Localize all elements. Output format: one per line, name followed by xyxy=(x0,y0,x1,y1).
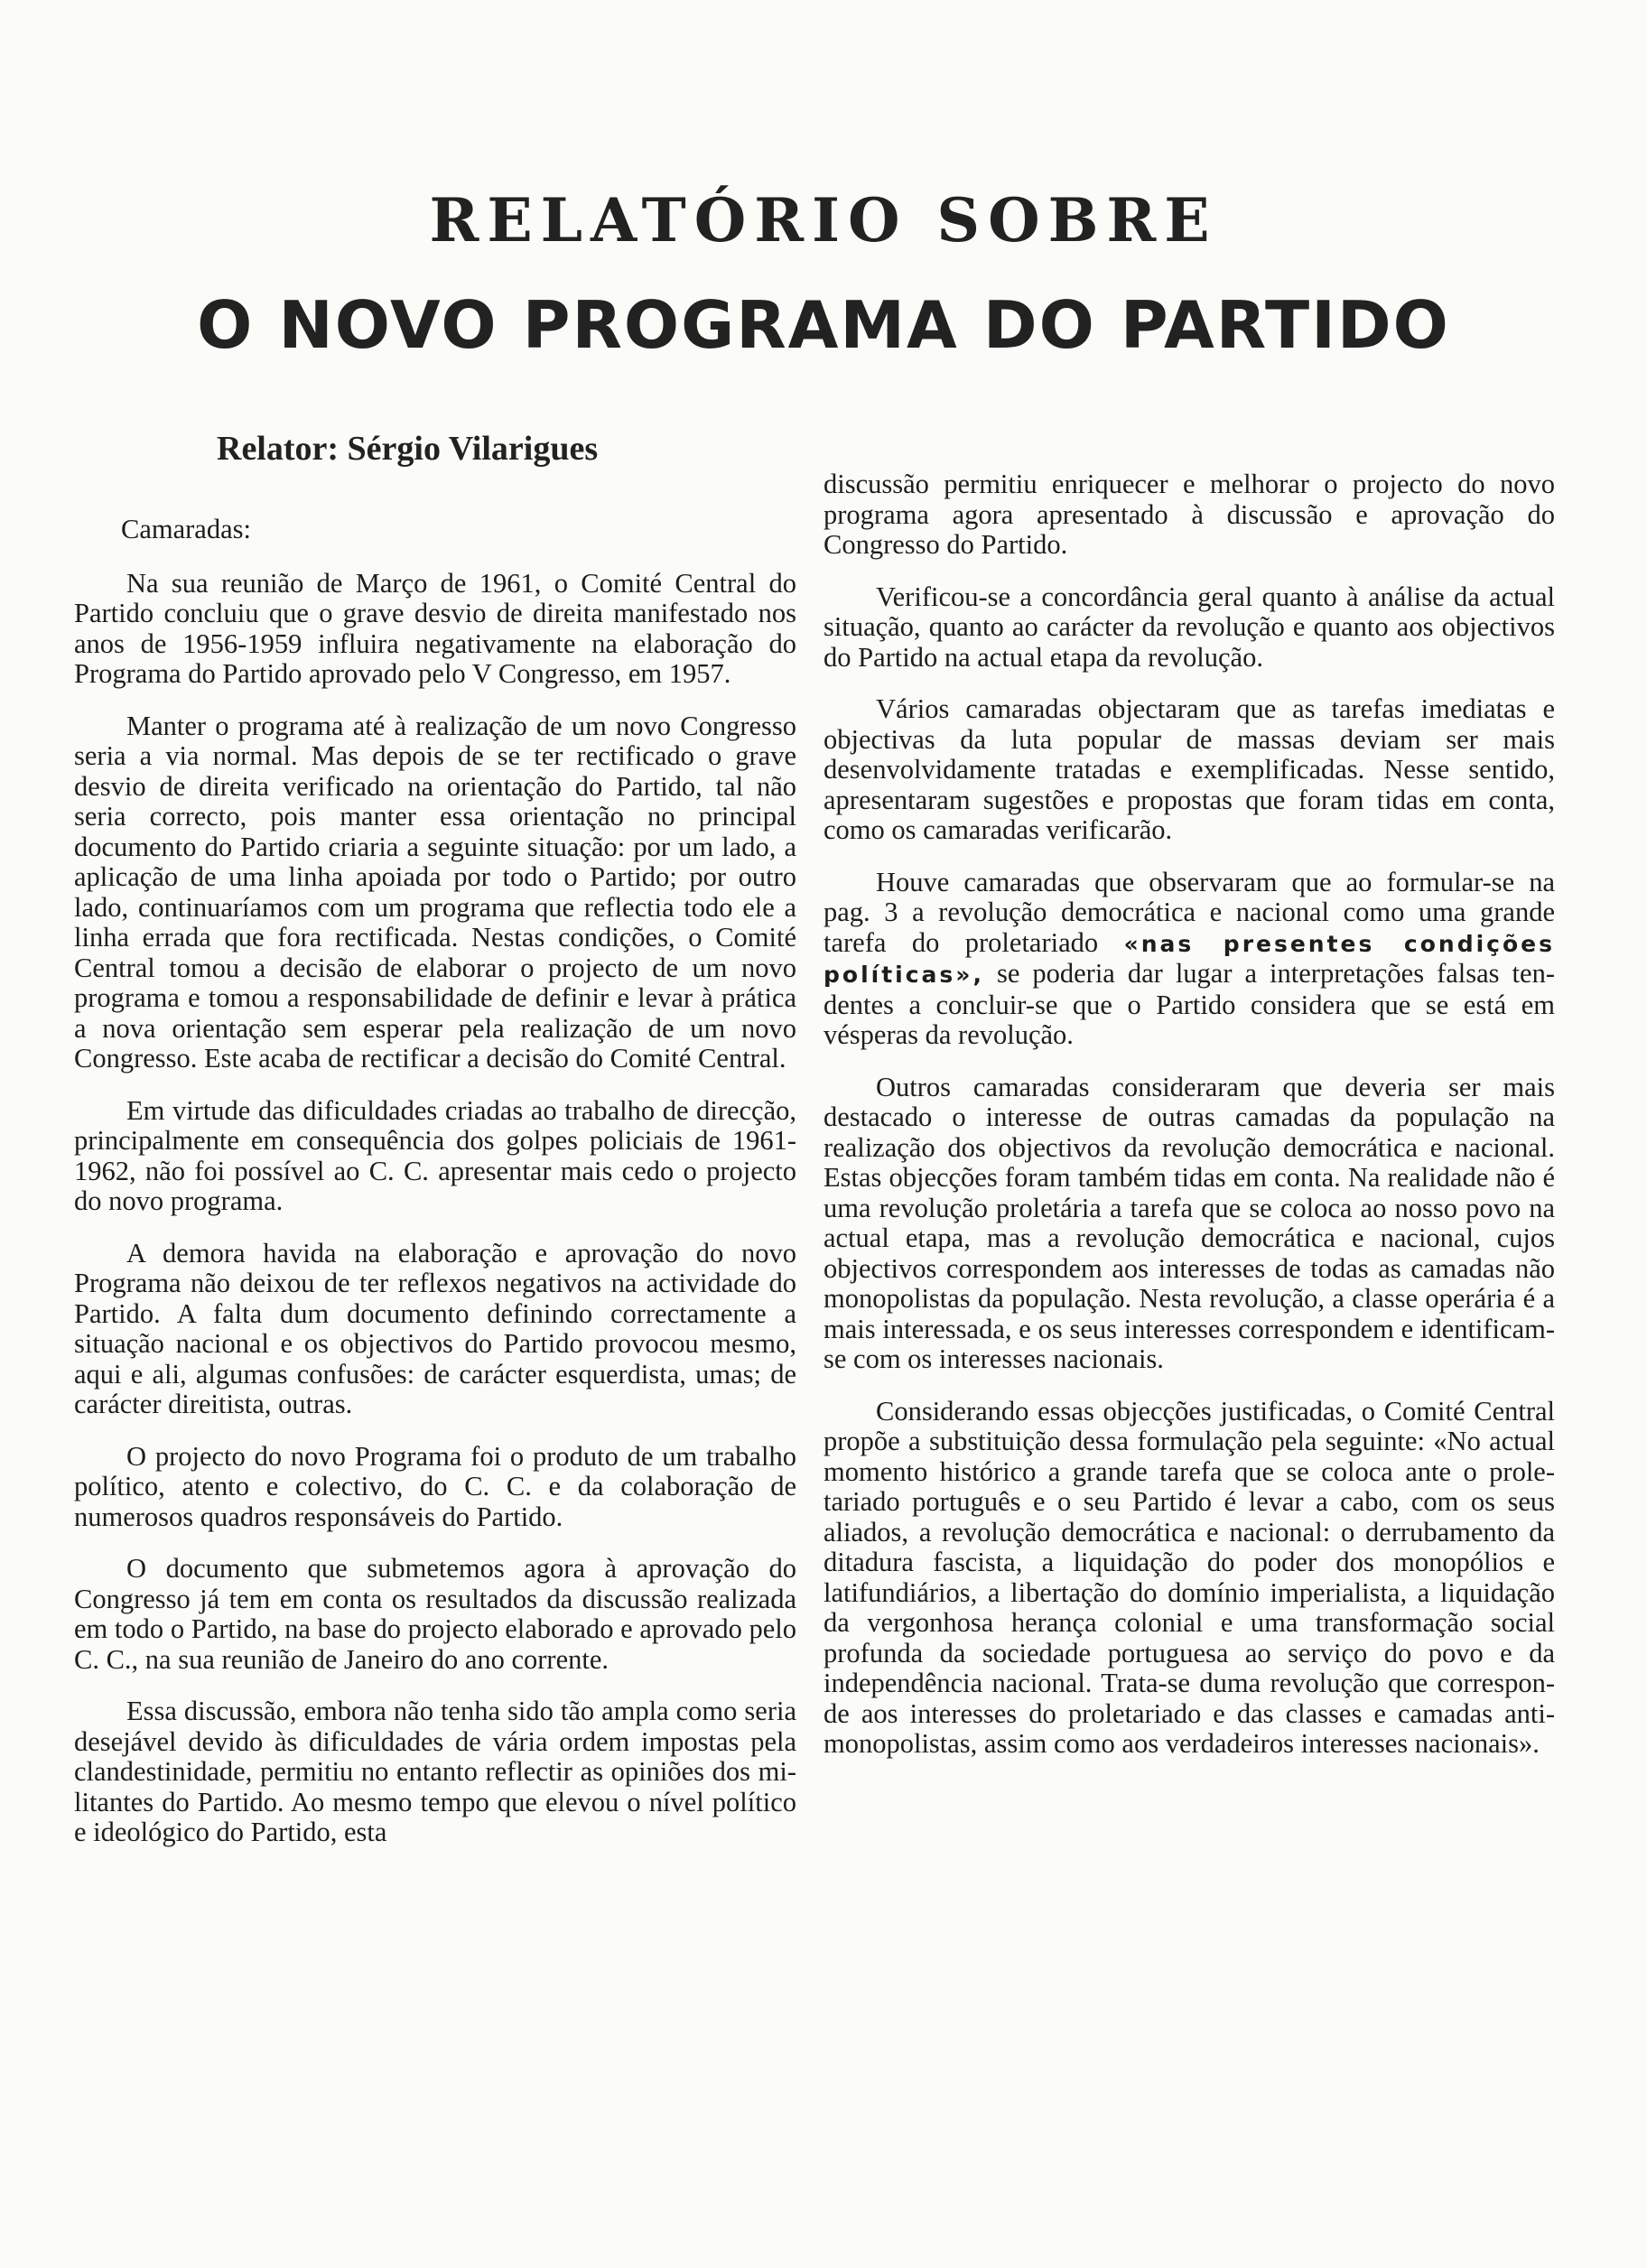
report-subtitle: O NOVO PROGRAMA DO PARTIDO xyxy=(197,287,1450,363)
paragraph: Vários camaradas objectaram que as tarefas imediatas e objectivas da luta popular de massas deviam ser mais desenvolvidamente tratadas e exemplificadas. Nesse sentido, apresentaram sugestões e propostas que foram tidas em conta, como os camaradas verificarão. xyxy=(824,693,1555,845)
left-column xyxy=(74,515,796,1870)
paragraph xyxy=(824,868,1555,1051)
paragraph: A demora havida na elaboração e aprovação do novo Programa não deixou de ter reflexos negativos na actividade do Partido. A falta dum documento definindo correctamente a situação nacional e os objectivos do Partido provocou mesmo, aqui e ali, algumas confusões: de carácter esquerdista, umas; de carácter direitista, outras. xyxy=(74,1237,796,1419)
paragraph: Verificou-se a concordância geral quanto à análise da actual situação, quanto ao carácter da revolução e quanto aos objectivos do Partido na actual etapa da revolução. xyxy=(824,581,1555,673)
paragraph: Na sua reunião de Março de 1961, o Comité Central do Partido concluiu que o grave desvio de direita manifestado nos anos de 1956-1959 influira negativamente na elaboração do Programa do Partido aprovado pelo V Congresso, em 1957. xyxy=(74,567,796,689)
paragraph: Essa discussão, embora não tenha sido tão ampla como seria desejável devido às dificuldades de vária ordem impostas pela clandestinidade, permitiu no entanto reflectir as opiniões dos militantes do Partido. Ao mesmo tempo que elevou o nível político e ideológico do Partido, esta xyxy=(74,1696,796,1847)
paragraph-continuation: discussão permitiu enriquecer e melhorar o projecto do novo programa agora apresentado à discussão e aprovação do Congresso do Partido. xyxy=(824,469,1555,560)
paragraph: Considerando essas objecções justificadas, o Comité Central propõe a substituição dessa formulação pela seguinte: «No actual momento histórico a grande tarefa que se coloca ante o proletariado português e o seu Partido é levar a cabo, com os seus aliados, a revolução democrática e nacional: o derrubamento da ditadura fascista, a liquidação do poder dos monopólios e latifundiários, a libertação do domínio imperialista, a liquidação da vergonhosa herança colonial e uma transformação social profunda da sociedade portuguesa ao serviço do povo e da independência nacional. Trata-se duma revolução que corresponde aos interesses do proletariado e das classes e camadas anti-monopolistas, assim como aos verdadeiros interesses nacionais». xyxy=(824,1395,1555,1759)
right-column xyxy=(824,469,1555,1781)
report-title: RELATÓRIO SOBRE xyxy=(429,185,1218,256)
paragraph-text: Houve camaradas que observaram que ao formular-se na pag. 3 a revolução democrática e nacional como uma grande tarefa do proletariado xyxy=(824,866,1555,958)
paragraph: Outros camaradas consideraram que deveria ser mais destacado o interesse de outras camadas da população na realização dos objectivos da revolução democrática e nacional. Estas objecções foram também tidas em conta. Na realidade não é uma revolução proletária a tarefa que se coloca ao nosso povo na actual etapa, mas a revolução democrática e nacional, cujos objectivos correspondem aos interesses de todas as camadas não monopolistas da população. Nesta revolução, a classe operária é a mais interessada, e os seus interesses correspondem e identificam-se com os interesses nacionais. xyxy=(824,1071,1555,1374)
emphasis-quote: «nas presentes condições políticas», xyxy=(824,930,1556,988)
paragraph: O documento que submetemos agora à aprovação do Congresso já tem em conta os resultados da discussão realizada em todo o Partido, na base do projecto elaborado e aprovado pelo C. C., na sua reunião de Janeiro do ano corrente. xyxy=(74,1553,796,1675)
paragraph-text: se poderia dar lugar a interpretações falsas tendentes a concluir-se que o Partido considera que se está em vésperas da revolução. xyxy=(824,958,1555,1050)
greeting: Camaradas: xyxy=(121,514,251,544)
paragraph: O projecto do novo Programa foi o produto de um trabalho político, atento e colectivo, do C. C. e da colaboração de numerosos quadros responsáveis do Partido. xyxy=(74,1440,796,1532)
reporter-line: Relator: Sérgio Vilarigues xyxy=(217,430,599,468)
paragraph: Manter o programa até à realização de um novo Congresso seria a via normal. Mas depois de se ter rectificado o grave desvio de direita verificado na orientação do Partido, tal não seria correcto, pois manter essa orientação no principal documento do Partido criaria a seguinte situação: por um lado, a aplicação de uma linha apoiada por todo o Partido; por outro lado, continuaríamos com um programa que reflectia todo ele a linha errada que fora rectificada. Nestas condições, o Comité Central tomou a decisão de elaborar o projecto de um novo programa e tomou a responsabilidade de definir e levar à prática a nova orientação sem esperar pela realização de um novo Congresso. Este acaba de rectificar a decisão do Comité Central. xyxy=(74,710,796,1074)
paragraph: Em virtude das dificuldades criadas ao trabalho de direcção, principalmente em consequência dos golpes policiais de 1961-1962, não foi possível ao C. C. apresentar mais cedo o projecto do novo programa. xyxy=(74,1094,796,1216)
